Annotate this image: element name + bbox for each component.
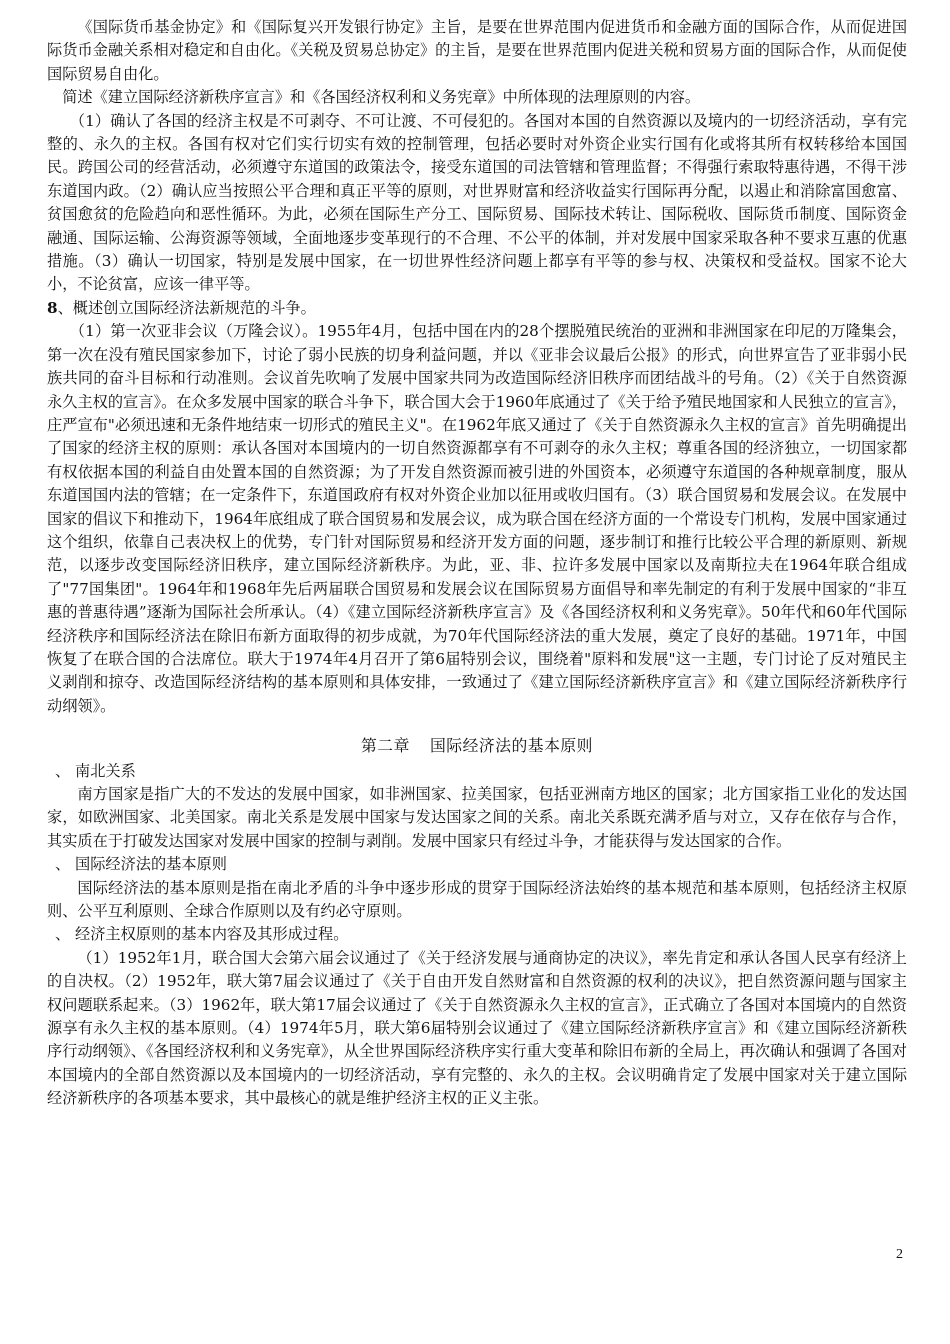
section-3-heading: 、 经济主权原则的基本内容及其形成过程。	[55, 925, 349, 944]
section-2-heading: 、 国际经济法的基本原则	[55, 855, 227, 874]
chapter-heading	[47, 734, 907, 757]
answer-8: （1）第一次亚非会议（万隆会议）。1955年4月，包括中国在内的28个摆脱殖民统治的亚洲和非洲国家在印尼的万隆集会，第一次在没有殖民国家参加下，讨论了弱小民族的切身利益问题，并以《亚非会议最后公报》的形式，向世界宣告了亚非弱小民族共同的奋斗目标和行动准则。会议首先吹响了发展中国家共同为改造国际经济旧秩序而团结战斗的号角。（2）《关于自然资源永久主权的宣言》。在众多发展中国家的联合斗争下，联合国大会于1960年底通过了《关于给予殖民地国家和人民独立的宣言》，庄严宣布"必须迅速和无条件地结束一切形式的殖民主义"。在1962年底又通过了《关于自然资源永久主权的宣言》首先明确提出了国家的经济主权的原则：承认各国对本国境内的一切自然资源都享有不可剥夺的永久主权；尊重各国的经济独立，一切国家都有权依据本国的利益自由处置本国的自然资源；为了开发自然资源而被引进的外国资本，必须遵守东道国的各种规章制度，服从东道国国内法的管辖；在一定条件下，东道国政府有权对外资企业加以征用或收归国有。（3）联合国贸易和发展会议。在发展中国家的倡议下和推动下，1964年底组成了联合国贸易和发展会议，成为联合国在经济方面的一个常设专门机构，发展中国家通过这个组织，依靠自己表决权上的优势，专门针对国际贸易和经济开发方面的问题，逐步制订和推行比较公平合理的新原则、新规范，以逐步改变国际经济旧秩序，建立国际经济新秩序。为此，亚、非、拉许多发展中国家以及南斯拉夫在1964年联合组成了"77国集团"。1964年和1968年先后两届联合国贸易和发展会议在国际贸易方面倡导和率先制定的有利于发展中国家的“非互惠的普惠待遇”逐渐为国际社会所承认。（4）《建立国际经济新秩序宣言》及《各国经济权利和义务宪章》。50年代和60年代国际经济秩序和国际经济法在除旧布新方面取得的初步成就，为70年代国际经济法的重大发展，奠定了良好的基础。1971年，中国恢复了在联合国的合法席位。联大于1974年4月召开了第6届特别会议，围绕着"原料和发展"这一主题，专门讨论了反对殖民主义剥削和掠夺、改造国际经济结构的基本原则和具体安排，一致通过了《建立国际经济新秩序宣言》和《建立国际经济新秩序行动纲领》。	[47, 322, 907, 715]
section-3-body: （1）1952年1月，联合国大会第六届会议通过了《关于经济发展与通商协定的决议》，率先肯定和承认各国人民享有经济上的自决权。（2）1952年，联大第7届会议通过了《关于自由开发自然财富和自然资源的权利的决议》，把自然资源问题与国家主权问题联系起来。（3）1962年，联大第17届会议通过了《关于自然资源永久主权的宣言》，正式确立了各国对本国境内的自然资源享有永久主权的基本原则。（4）1974年5月，联大第6届特别会议通过了《建立国际经济新秩序宣言》和《建立国际经济新秩序行动纲领》、《各国经济权利和义务宪章》，从全世界国际经济秩序实行重大变革和除旧布新的全局上，再次确认和强调了各国对本国境内的全部自然资源以及本国境内的一切经济活动，享有完整的、永久的主权。会议明确肯定了发展中国家对关于建立国际经济新秩序的各项基本要求，其中最核心的就是维护经济主权的正义主张。	[47, 948, 907, 1108]
question-8-text: 、概述创立国际经济法新规范的斗争。	[57, 298, 316, 317]
section-2-body: 国际经济法的基本原则是指在南北矛盾的斗争中逐步形成的贯穿于国际经济法始终的基本规范和基本原则，包括经济主权原则、公平互利原则、全球合作原则以及有约必守原则。	[47, 878, 907, 921]
question-8	[47, 297, 907, 320]
section-1-body: 南方国家是指广大的不发达的发展中国家，如非洲国家、拉美国家，包括亚洲南方地区的国家；北方国家指工业化的发达国家，如欧洲国家、北美国家。南北关系是发展中国家与发达国家之间的关系。南北关系既充满矛盾与对立，又存在依存与合作，其实质在于打破发达国家对发展中国家的控制与剥削。发展中国家只有经过斗争，才能获得与发达国家的合作。	[47, 785, 907, 850]
question-8-number: 8	[47, 298, 58, 317]
chapter-title: 国际经济法的基本原则	[430, 736, 593, 756]
paragraph-imf-gatt: 《国际货币基金协定》和《国际复兴开发银行协定》主旨，是要在世界范围内促进货币和金融方面的国际合作，从而促进国际货币金融关系相对稳定和自由化。《关税及贸易总协定》的主旨，是要在世界范围内促进关税和贸易方面的国际合作，从而促使国际贸易自由化。	[47, 18, 907, 83]
question-7: 简述《建立国际经济新秩序宣言》和《各国经济权利和义务宪章》中所体现的法理原则的内容。	[62, 88, 701, 107]
answer-7: （1）确认了各国的经济主权是不可剥夺、不可让渡、不可侵犯的。各国对本国的自然资源以及境内的一切经济活动，享有完整的、永久的主权。各国有权对它们实行切实有效的控制管理，包括必要时对外资企业实行国有化或将其所有权转移给本国国民。跨国公司的经营活动，必须遵守东道国的政策法令，接受东道国的司法管辖和管理监督；不得强行索取特惠待遇，不得干涉东道国内政。（2）确认应当按照公平合理和真正平等的原则，对世界财富和经济收益实行国际再分配，以遏止和消除富国愈富、贫国愈贫的危险趋向和恶性循环。为此，必须在国际生产分工、国际贸易、国际技术转让、国际税收、国际货币制度、国际资金融通、国际运输、公海资源等领域，全面地逐步变革现行的不合理、不公平的体制，并对发展中国家采取各种不要求互惠的优惠措施。（3）确认一切国家，特别是发展中国家，在一切世界性经济问题上都享有平等的参与权、决策权和受益权。国家不论大小，不论贫富，应该一律平等。	[47, 111, 907, 294]
page-number: 2	[896, 1247, 903, 1262]
document-page	[47, 16, 907, 1111]
chapter-number: 第二章	[361, 736, 410, 756]
section-1-heading: 、 南北关系	[55, 761, 136, 780]
